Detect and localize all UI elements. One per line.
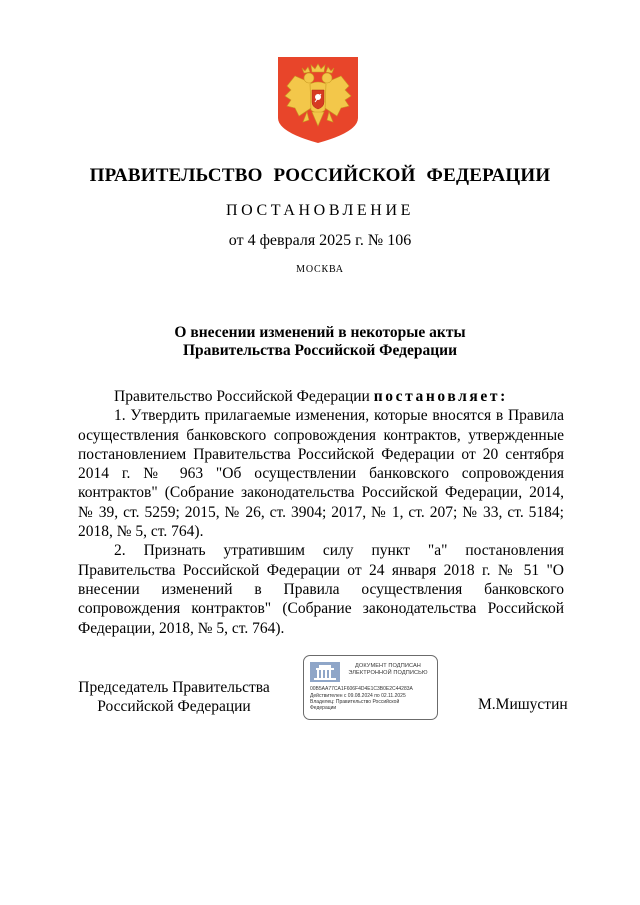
document-body [78, 387, 564, 638]
body-intro [78, 387, 564, 406]
government-title: ПРАВИТЕЛЬСТВО РОССИЙСКОЙ ФЕДЕРАЦИИ [89, 165, 551, 186]
stamp-validity: Действителен с 09.08.2024 по 02.11.2025 [310, 693, 406, 699]
intro-action: постановляет: [373, 388, 508, 405]
electronic-signature-stamp [303, 655, 438, 720]
subject-line-1: О внесении изменений в некоторые акты [174, 324, 466, 341]
signer-position-line-2: Российской Федерации [97, 698, 251, 715]
stamp-title [342, 663, 434, 677]
stamp-title-line-2: ЭЛЕКТРОННОЙ ПОДПИСЬЮ [348, 670, 428, 676]
signer-position-line-1: Председатель Правительства [78, 679, 270, 696]
stamp-title-line-1: ДОКУМЕНТ ПОДПИСАН [355, 663, 421, 669]
signer-position [64, 678, 284, 716]
city-name: МОСКВА [296, 264, 344, 275]
stamp-certificate: 00B5AA77CA1F606F4D4E1C3B0E2C44283A [310, 686, 413, 692]
intro-text: Правительство Российской Федерации [114, 388, 374, 405]
stamp-owner-line-1: Владелец: Правительство Российской [310, 699, 400, 705]
signer-name: М.Мишустин [478, 696, 568, 713]
government-building-icon [310, 662, 340, 682]
document-subject [0, 324, 640, 360]
russian-coat-of-arms-icon [277, 56, 359, 144]
document-type: ПОСТАНОВЛЕНИЕ [226, 202, 414, 219]
body-item-1: 1. Утвердить прилагаемые изменения, которые вносятся в Правила осуществления банковского сопровождения контрактов, утвержденные постановлением Правительства Российской Федерации от 20 сентября 2014 г. № 963 "Об осуществлении банковского сопровождения контрактов" (Собрание законодательства Российской Федерации, 2014, № 39, ст. 5259; 2015, № 26, ст. 3904; 2017, № 1, ст. 207; № 33, ст. 5184; 2018, № 5, ст. 764). [78, 407, 564, 541]
stamp-owner-line-2: Федерации [310, 705, 337, 711]
subject-line-2: Правительства Российской Федерации [182, 342, 458, 359]
body-item-2: 2. Признать утратившим силу пункт "а" постановления Правительства Российской Федерации от 24 января 2018 г. № 51 "О внесении изменений в Правила осуществления банковского сопровождения контрактов" (Собрание законодательства Российской Федерации, 2018, № 5, ст. 764). [78, 542, 564, 637]
date-number-line: от 4 февраля 2025 г. № 106 [228, 232, 412, 249]
